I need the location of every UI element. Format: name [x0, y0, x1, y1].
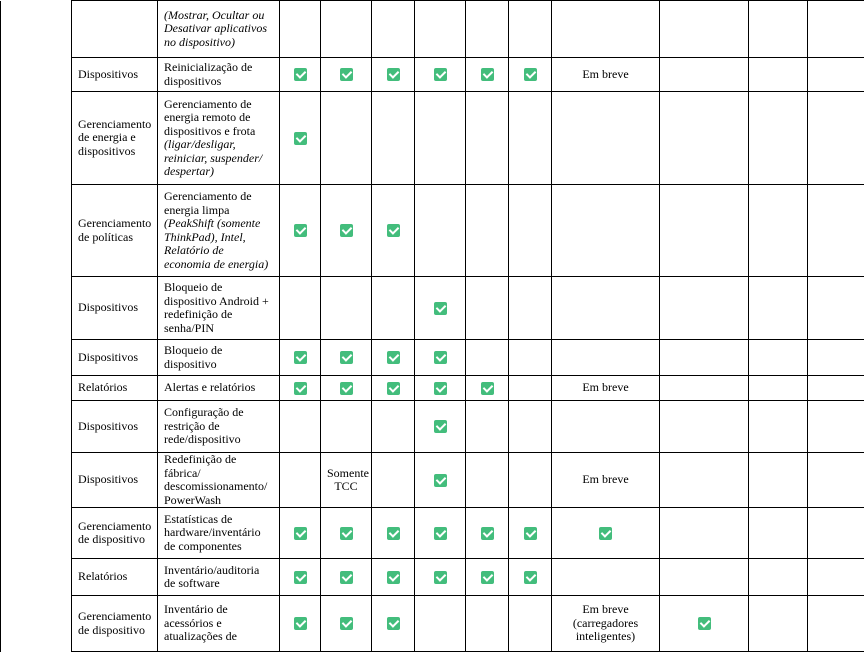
support-cell — [552, 508, 660, 559]
check-icon — [434, 382, 447, 395]
category-cell: Gerenciamento de dispositivo — [72, 508, 158, 559]
check-icon — [434, 351, 447, 364]
check-icon — [387, 527, 400, 540]
support-note-cell: Em breve — [552, 58, 660, 92]
empty-cell — [749, 401, 808, 453]
support-cell — [466, 508, 509, 559]
empty-cell — [415, 185, 466, 277]
support-cell — [372, 596, 415, 652]
check-icon — [340, 224, 353, 237]
category-cell — [72, 1, 158, 58]
check-icon — [387, 571, 400, 584]
category-cell: Dispositivos — [72, 401, 158, 453]
support-cell — [415, 453, 466, 508]
support-cell — [372, 185, 415, 277]
empty-leading-cell — [1, 92, 72, 185]
empty-leading-cell — [1, 277, 72, 340]
support-cell — [415, 277, 466, 340]
check-icon — [387, 617, 400, 630]
empty-cell — [415, 596, 466, 652]
feature-cell: Bloqueio de dispositivo Android + redefinição de senha/PIN — [158, 277, 280, 340]
support-cell — [321, 559, 372, 596]
table-row — [1, 58, 864, 92]
empty-leading-cell — [1, 185, 72, 277]
support-cell — [415, 340, 466, 376]
support-cell — [415, 401, 466, 453]
support-cell — [372, 58, 415, 92]
category-cell: Dispositivos — [72, 277, 158, 340]
empty-leading-cell — [1, 559, 72, 596]
empty-cell — [808, 185, 864, 277]
empty-cell — [749, 92, 808, 185]
support-cell — [280, 596, 321, 652]
check-icon — [387, 68, 400, 81]
feature-cell: Gerenciamento de energia limpa (PeakShift (somente ThinkPad), Intel, Relatório de economia de energia) — [158, 185, 280, 277]
empty-cell — [749, 58, 808, 92]
support-cell — [415, 376, 466, 401]
empty-cell — [808, 376, 864, 401]
support-note-cell: Em breve — [552, 376, 660, 401]
feature-cell: Inventário/auditoria de software — [158, 559, 280, 596]
empty-cell — [321, 277, 372, 340]
empty-cell — [660, 185, 749, 277]
feature-cell: Reinicialização de dispositivos — [158, 58, 280, 92]
table-row — [1, 277, 864, 340]
check-icon — [434, 68, 447, 81]
empty-cell — [372, 92, 415, 185]
support-cell — [280, 376, 321, 401]
empty-cell — [660, 508, 749, 559]
empty-cell — [372, 401, 415, 453]
empty-cell — [415, 1, 466, 58]
empty-cell — [552, 340, 660, 376]
empty-cell — [280, 453, 321, 508]
empty-cell — [466, 596, 509, 652]
empty-cell — [321, 401, 372, 453]
empty-cell — [749, 185, 808, 277]
support-cell — [466, 58, 509, 92]
empty-cell — [660, 1, 749, 58]
check-icon — [387, 382, 400, 395]
table-row — [1, 1, 864, 58]
empty-cell — [660, 453, 749, 508]
table-row — [1, 453, 864, 508]
empty-cell — [466, 1, 509, 58]
feature-cell: Alertas e relatórios — [158, 376, 280, 401]
empty-cell — [660, 559, 749, 596]
support-cell — [415, 508, 466, 559]
check-icon — [340, 617, 353, 630]
check-icon — [524, 571, 537, 584]
support-note-cell: Somente TCC — [321, 453, 372, 508]
empty-cell — [509, 401, 552, 453]
support-cell — [509, 58, 552, 92]
empty-cell — [552, 559, 660, 596]
empty-cell — [280, 1, 321, 58]
support-cell — [466, 559, 509, 596]
empty-cell — [509, 92, 552, 185]
check-icon — [340, 527, 353, 540]
empty-cell — [509, 277, 552, 340]
support-cell — [415, 559, 466, 596]
category-cell: Dispositivos — [72, 453, 158, 508]
feature-cell: Redefinição de fábrica/ descomissionamento/ PowerWash — [158, 453, 280, 508]
table-row — [1, 508, 864, 559]
feature-cell: Bloqueio de dispositivo — [158, 340, 280, 376]
category-cell: Relatórios — [72, 376, 158, 401]
table-row — [1, 92, 864, 185]
empty-cell — [660, 277, 749, 340]
check-icon — [481, 571, 494, 584]
empty-cell — [509, 185, 552, 277]
feature-cell: Estatísticas de hardware/inventário de componentes — [158, 508, 280, 559]
empty-cell — [660, 340, 749, 376]
check-icon — [340, 571, 353, 584]
empty-cell — [808, 453, 864, 508]
empty-cell — [749, 340, 808, 376]
support-cell — [415, 58, 466, 92]
empty-cell — [660, 401, 749, 453]
empty-cell — [466, 277, 509, 340]
empty-cell — [749, 453, 808, 508]
check-icon — [434, 302, 447, 315]
empty-cell — [509, 453, 552, 508]
empty-cell — [808, 559, 864, 596]
empty-cell — [808, 58, 864, 92]
support-cell — [509, 559, 552, 596]
empty-leading-cell — [1, 376, 72, 401]
empty-cell — [509, 340, 552, 376]
empty-cell — [466, 453, 509, 508]
support-cell — [660, 596, 749, 652]
empty-cell — [749, 1, 808, 58]
check-icon — [294, 382, 307, 395]
support-cell — [321, 185, 372, 277]
check-icon — [434, 474, 447, 487]
empty-leading-cell — [1, 58, 72, 92]
support-cell — [321, 58, 372, 92]
empty-cell — [415, 92, 466, 185]
support-cell — [372, 376, 415, 401]
support-note-cell: Em breve (carregadores inteligentes) — [552, 596, 660, 652]
empty-cell — [552, 401, 660, 453]
empty-cell — [808, 92, 864, 185]
check-icon — [524, 68, 537, 81]
check-icon — [698, 617, 711, 630]
check-icon — [294, 351, 307, 364]
check-icon — [481, 382, 494, 395]
empty-cell — [280, 401, 321, 453]
check-icon — [340, 382, 353, 395]
support-cell — [372, 559, 415, 596]
check-icon — [434, 571, 447, 584]
category-cell: Relatórios — [72, 559, 158, 596]
empty-leading-cell — [1, 401, 72, 453]
empty-cell — [808, 596, 864, 652]
check-icon — [387, 224, 400, 237]
empty-cell — [321, 1, 372, 58]
empty-cell — [280, 277, 321, 340]
empty-cell — [749, 277, 808, 340]
empty-cell — [509, 596, 552, 652]
empty-cell — [749, 376, 808, 401]
check-icon — [340, 351, 353, 364]
category-cell: Dispositivos — [72, 340, 158, 376]
support-cell — [280, 58, 321, 92]
support-cell — [280, 508, 321, 559]
support-cell — [372, 508, 415, 559]
check-icon — [340, 68, 353, 81]
empty-cell — [808, 1, 864, 58]
feature-cell: Inventário de acessórios e atualizações de — [158, 596, 280, 652]
check-icon — [599, 527, 612, 540]
empty-cell — [552, 1, 660, 58]
empty-cell — [808, 277, 864, 340]
support-note-cell: Em breve — [552, 453, 660, 508]
feature-cell: Gerenciamento de energia remoto de dispositivos e frota (ligar/desligar, reiniciar, suspender/ despertar) — [158, 92, 280, 185]
empty-cell — [808, 340, 864, 376]
support-cell — [372, 340, 415, 376]
support-cell — [280, 92, 321, 185]
empty-leading-cell — [1, 1, 72, 58]
category-cell: Gerenciamento de políticas — [72, 185, 158, 277]
feature-cell: Configuração de restrição de rede/dispositivo — [158, 401, 280, 453]
table-row — [1, 185, 864, 277]
check-icon — [524, 527, 537, 540]
support-cell — [280, 559, 321, 596]
empty-cell — [808, 508, 864, 559]
empty-leading-cell — [1, 340, 72, 376]
check-icon — [294, 571, 307, 584]
support-cell — [321, 596, 372, 652]
check-icon — [387, 351, 400, 364]
table-row — [1, 596, 864, 652]
empty-cell — [660, 58, 749, 92]
table-row — [1, 340, 864, 376]
empty-cell — [660, 92, 749, 185]
check-icon — [434, 527, 447, 540]
support-cell — [280, 185, 321, 277]
empty-cell — [509, 1, 552, 58]
check-icon — [481, 527, 494, 540]
support-cell — [321, 376, 372, 401]
support-cell — [321, 508, 372, 559]
empty-cell — [808, 401, 864, 453]
empty-cell — [660, 376, 749, 401]
table-row — [1, 401, 864, 453]
category-cell: Gerenciamento de energia e dispositivos — [72, 92, 158, 185]
empty-cell — [466, 92, 509, 185]
empty-cell — [372, 277, 415, 340]
check-icon — [294, 617, 307, 630]
empty-cell — [552, 92, 660, 185]
empty-cell — [466, 185, 509, 277]
check-icon — [434, 420, 447, 433]
empty-leading-cell — [1, 508, 72, 559]
support-cell — [509, 508, 552, 559]
empty-leading-cell — [1, 596, 72, 652]
table-row — [1, 559, 864, 596]
empty-cell — [749, 559, 808, 596]
check-icon — [481, 68, 494, 81]
empty-cell — [372, 453, 415, 508]
feature-cell: (Mostrar, Ocultar ou Desativar aplicativos no dispositivo) — [158, 1, 280, 58]
empty-leading-cell — [1, 453, 72, 508]
empty-cell — [749, 508, 808, 559]
empty-cell — [466, 401, 509, 453]
empty-cell — [321, 92, 372, 185]
support-cell — [321, 340, 372, 376]
empty-cell — [466, 340, 509, 376]
empty-cell — [552, 185, 660, 277]
check-icon — [294, 527, 307, 540]
support-cell — [466, 376, 509, 401]
category-cell: Gerenciamento de dispositivo — [72, 596, 158, 652]
empty-cell — [372, 1, 415, 58]
empty-cell — [749, 596, 808, 652]
support-cell — [280, 340, 321, 376]
check-icon — [294, 224, 307, 237]
check-icon — [294, 132, 307, 145]
check-icon — [294, 68, 307, 81]
empty-cell — [552, 277, 660, 340]
empty-cell — [509, 376, 552, 401]
category-cell: Dispositivos — [72, 58, 158, 92]
table-row — [1, 376, 864, 401]
